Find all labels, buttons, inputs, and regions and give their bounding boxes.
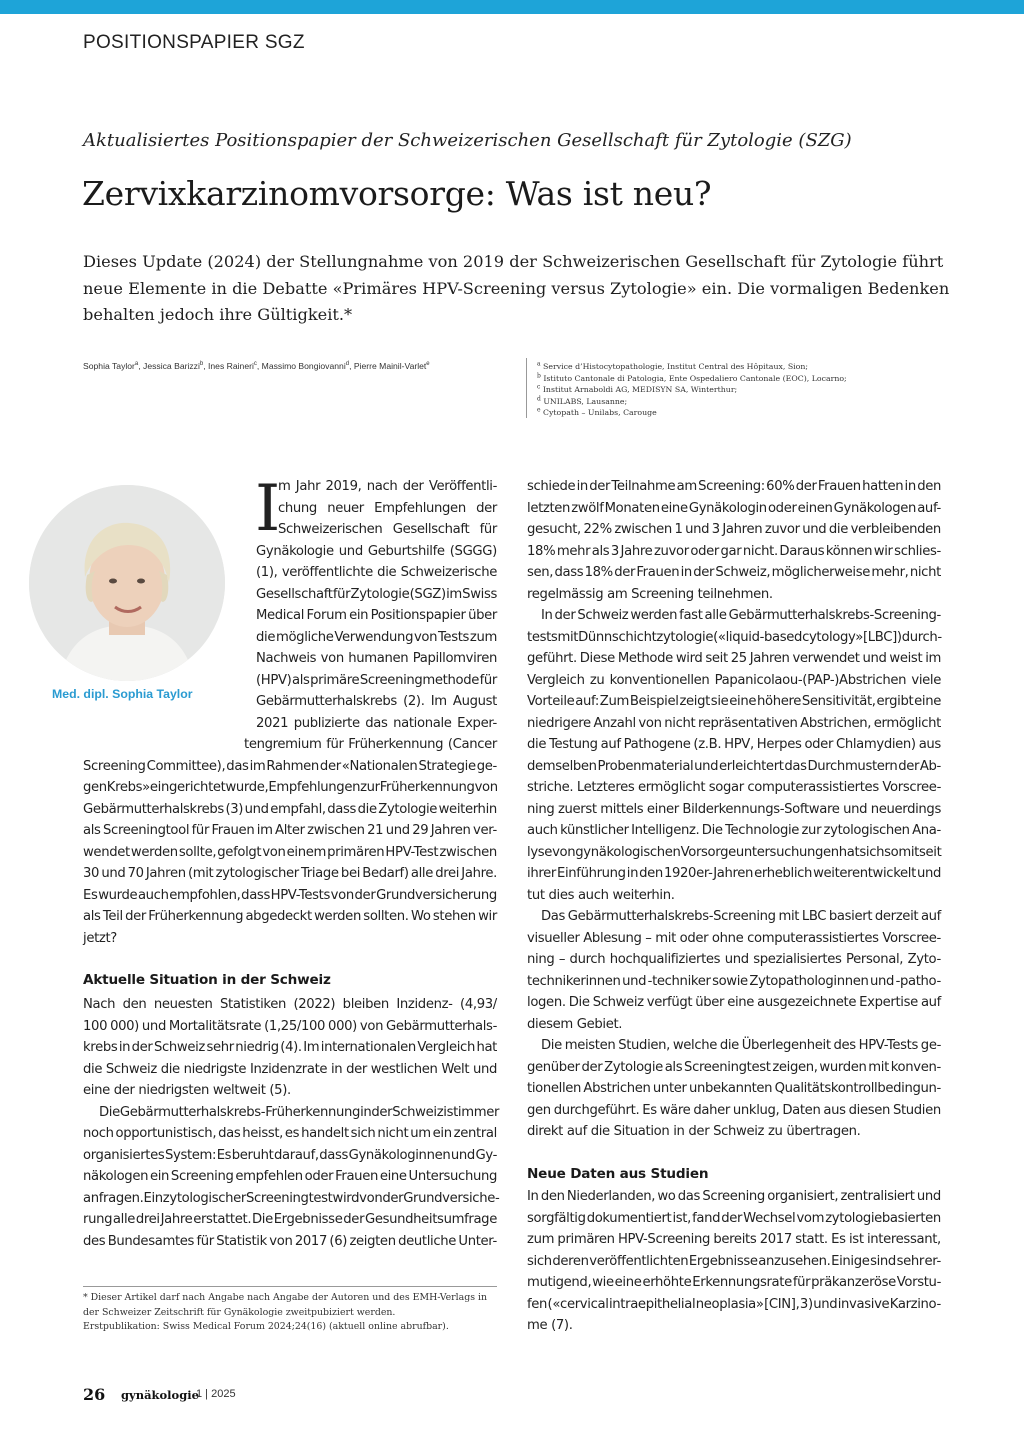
text-line: letzten zwölf Monaten eine Gynäkologin oder einen Gynäkologen auf-: [527, 500, 941, 516]
affiliation-mark: a: [537, 360, 541, 368]
affiliation-text: UNILABS, Lausanne;: [540, 396, 628, 406]
text-line: In der Schweiz werden fast alle Gebärmutterhalskrebs-Screening-: [541, 608, 941, 623]
text-line: demselben Probenmaterial und erleichtert das Durchmustern der Ab-: [527, 758, 941, 774]
text-line: 18% mehr als 3 Jahre zuvor oder gar nicht. Daraus können wir schlies-: [527, 543, 941, 559]
text-line: Das Gebärmutterhalskrebs-Screening mit LBC basiert derzeit auf: [541, 909, 941, 924]
affiliation-line: [537, 373, 847, 385]
text-line: Gebärmutterhalskrebs (3) und empfahl, dass die Zytologie weiterhin: [83, 801, 497, 817]
author-separator: ,: [138, 361, 144, 371]
affiliation-mark: e: [537, 406, 541, 414]
article-title: Zervixkarzinomvorsorge: Was ist neu?: [82, 174, 712, 213]
author-list: [83, 361, 430, 371]
text-line: fen («cervical intraepithelial neoplasia» [CIN], 3) und invasive Karzino-: [527, 1296, 941, 1312]
text-line: mutigend, wie eine erhöhte Erkennungsrate für präkanzeröse Vorstu-: [527, 1275, 941, 1290]
text-line: Screening Committee), das im Rahmen der «Nationalen Strategie ge-: [83, 758, 497, 774]
text-line: gesucht, 22% zwischen 1 und 3 Jahren zuvor und die verbleibenden: [527, 522, 941, 537]
author-separator: ,: [256, 361, 262, 371]
lead-line: Dieses Update (2024) der Stellungnahme von 2019 der Schweizerischen Gesellschaft für Zytologie führt: [83, 252, 944, 271]
author-affiliation-mark: d: [345, 361, 350, 368]
author-name: Massimo Bongiovanni: [261, 361, 346, 371]
text-line: (1), veröffentlichte die Schweizerische: [256, 565, 497, 580]
article-kicker: Aktualisiertes Positionspapier der Schweizerischen Gesellschaft für Zytologie (SZG): [83, 130, 852, 151]
text-line: 100 000) und Mortalitätsrate (1,25/100 000) von Gebärmutterhals-: [83, 1018, 497, 1034]
text-line: näkologen ein Screening empfehlen oder Frauen eine Untersuchung: [83, 1169, 497, 1184]
text-line: die Testung auf Pathogene (z.B. HPV, Herpes oder Chlamydien) aus: [527, 737, 941, 752]
text-line: die Schweiz die niedrigste Inzidenzrate in der westlichen Welt und: [83, 1061, 497, 1077]
text-line: Nachweis von humanen Papillomviren: [256, 651, 497, 666]
text-line: direkt auf die Situation in der Schweiz zu übertragen.: [527, 1124, 861, 1139]
top-accent-bar: [0, 0, 1024, 14]
text-line: zum primären HPV-Screening bereits 2017 statt. Es ist interessant,: [527, 1232, 941, 1247]
drop-cap: I: [255, 472, 281, 546]
footnote: [83, 1291, 487, 1335]
author-separator: ,: [203, 361, 209, 371]
author-affiliation-mark: a: [134, 361, 139, 368]
text-line: als Teil der Früherkennung abgedeckt werden sollten. Wo stehen wir: [83, 909, 497, 924]
affiliation-mark: d: [537, 395, 541, 403]
heading-current-situation: Aktuelle Situation in der Schweiz: [83, 972, 331, 988]
text-line: visueller Ablesung – mit oder ohne computerassistiertes Vorscree-: [527, 930, 941, 946]
text-line: tionellen Abstrichen unter unbekannten Qualitätskontrollbedingun-: [527, 1081, 941, 1096]
text-line: technikerinnen und -techniker sowie Zytopathologinnen und -patho-: [527, 973, 941, 989]
text-line: tengremium für Früherkennung (Cancer: [244, 737, 497, 752]
issue-number: 1 | 2025: [196, 1388, 236, 1400]
text-line: sen, dass 18% der Frauen in der Schweiz, möglicherweise mehr, nicht: [527, 565, 941, 580]
text-line: Gesellschaft für Zytologie (SGZ) im Swiss: [256, 586, 497, 602]
text-line: anfragen. Ein zytologischer Screeningtest wird von der Grundversiche-: [83, 1190, 500, 1206]
text-line: sich deren veröffentlichten Ergebnisse anzusehen. Einige sind sehr er-: [527, 1253, 941, 1269]
text-line: wendet werden sollte, gefolgt von einem primären HPV-Test zwischen: [83, 844, 497, 860]
text-line: tests mit Dünnschichtzytologie («liquid-based cytology» [LBC]) durch-: [527, 629, 942, 645]
text-line: striche. Letzteres ermöglicht sogar computerassistiertes Vorscree-: [527, 780, 941, 795]
text-line: rung alle drei Jahre erstattet. Die Ergebnisse der Gesundheitsumfrage: [83, 1212, 497, 1227]
text-line: niedrigere Anzahl von nicht repräsentativen Abstrichen, ermöglicht: [527, 715, 941, 731]
author-affiliation-mark: c: [253, 361, 257, 368]
affiliation-text: Cytopath – Unilabs, Carouge: [540, 408, 657, 418]
text-line: Gynäkologie und Geburtshilfe (SGGG): [256, 543, 497, 559]
affiliation-text: Service d’Histocytopathologie, Institut Central des Hôpitaux, Sion;: [540, 362, 808, 371]
author-name: Ines Raineri: [208, 361, 254, 371]
footnote-divider: [83, 1286, 497, 1287]
text-line: 30 und 70 Jahren (mit zytologischer Triage bei Bedarf) alle drei Jahre.: [83, 866, 497, 881]
text-line: me (7).: [527, 1318, 573, 1333]
lead-line: neue Elemente in die Debatte «Primäres HPV-Screening versus Zytologie» ein. Die vormaligen Bedenken: [83, 278, 950, 298]
text-line: eine der niedrigsten weltweit (5).: [83, 1083, 291, 1098]
affiliation-line: [537, 407, 847, 419]
affiliation-text: Istituto Cantonale di Patologia, Ente Ospedaliero Cantonale (EOC), Locarno;: [540, 373, 847, 383]
text-line: Gebärmutterhalskrebs (2). Im August: [256, 694, 497, 709]
text-line: regelmässig am Screening teilnehmen.: [527, 586, 773, 602]
text-line: logen. Die Schweiz verfügt über eine ausgezeichnete Expertise auf: [527, 995, 941, 1010]
text-line: Es wurde auch empfohlen, dass HPV-Tests von der Grundversicherung: [83, 887, 497, 903]
affiliation-line: [537, 396, 847, 408]
text-line: organisiertes System: Es beruht darauf, dass Gynäkologinnen und Gy-: [83, 1147, 497, 1163]
text-line: des Bundesamtes für Statistik von 2017 (6) zeigten deutliche Unter-: [83, 1233, 497, 1249]
text-line: als Screeningtool für Frauen im Alter zwischen 21 und 29 Jahren ver-: [83, 823, 497, 838]
text-line: ning – durch hochqualifiziertes und spezialisiertes Personal, Zyto-: [527, 952, 941, 967]
text-line: auch künstlicher Intelligenz. Die Technologie zur zytologischen Ana-: [527, 823, 941, 838]
text-line: (HPV) als primäre Screeningmethode für: [256, 672, 497, 688]
heading-new-data: Neue Daten aus Studien: [527, 1166, 709, 1182]
text-line: jetzt?: [83, 930, 117, 946]
affiliation-mark: b: [537, 372, 541, 379]
text-line: m Jahr 2019, nach der Veröffentli-: [278, 479, 497, 494]
affiliation-mark: c: [537, 383, 541, 391]
text-line: krebs in der Schweiz sehr niedrig (4). Im internationalen Vergleich hat: [83, 1040, 497, 1055]
text-line: Die meisten Studien, welche die Überlegenheit des HPV-Tests ge-: [541, 1038, 941, 1053]
author-affiliation-mark: b: [199, 361, 204, 368]
author-name: Jessica Barizzi: [143, 361, 200, 371]
journal-name: gynäkologie: [121, 1388, 199, 1402]
text-line: Schweizerischen Gesellschaft für: [278, 522, 497, 537]
text-line: Nach den neuesten Statistiken (2022) bleiben Inzidenz- (4,93/: [83, 997, 497, 1012]
author-affiliation-mark: e: [426, 361, 430, 368]
footnote-line: * Dieser Artikel darf nach Angabe nach Angabe der Autoren und des EMH-Verlags in: [83, 1292, 488, 1303]
text-line: ning zuerst mittels einer Bilderkennungs-Software und neuerdings: [527, 801, 941, 817]
text-line: geführt. Diese Methode wird seit 25 Jahren verwendet und weist im: [527, 651, 941, 666]
affiliation-line: [537, 384, 847, 396]
author-separator: ,: [349, 361, 354, 371]
author-name: Sophia Taylor: [83, 361, 135, 371]
footnote-line: Erstpublikation: Swiss Medical Forum 2024;24(16) (aktuell online abrufbar).: [83, 1321, 449, 1332]
article-lead: [83, 249, 950, 329]
affiliation-line: [537, 361, 847, 373]
text-line: tut dies auch weiterhin.: [527, 887, 675, 903]
text-line: ihrer Einführung in den 1920er-Jahren erheblich weiterentwickelt und: [527, 866, 941, 881]
affiliation-text: Institut Arnaboldi AG, MEDISYN SA, Winterthur;: [540, 385, 738, 395]
text-line: gen durchgeführt. Es wäre daher unklug, Daten aus diesen Studien: [527, 1102, 941, 1118]
footnote-line: der Schweizer Zeitschrift für Gynäkologie zweitpubiziert werden.: [83, 1306, 396, 1318]
section-label: POSITIONSPAPIER SGZ: [83, 32, 305, 53]
text-line: Vergleich zu konventionellen Papanicolaou-(PAP-)Abstrichen viele: [527, 672, 941, 688]
text-line: Medical Forum ein Positionspapier über: [256, 608, 497, 623]
author-name: Pierre Mainil-Varlet: [353, 361, 427, 371]
text-line: In den Niederlanden, wo das Screening organisiert, zentralisiert und: [527, 1189, 941, 1204]
text-line: gen Krebs» eingerichtet wurde, Empfehlungen zur Früherkennung von: [83, 780, 498, 795]
text-line: diesem Gebiet.: [527, 1016, 623, 1032]
author-photo: [29, 485, 225, 681]
text-line: genüber der Zytologie als Screeningtest zeigen, wurden mit konven-: [527, 1059, 941, 1075]
affiliation-divider: [526, 358, 527, 418]
text-line: die mögliche Verwendung von Tests zum: [256, 629, 497, 645]
text-line: noch opportunistisch, das heisst, es handelt sich nicht um ein zentral: [83, 1126, 497, 1141]
text-line: Vorteile auf: Zum Beispiel zeigt sie eine höhere Sensitivität, ergibt eine: [527, 694, 941, 709]
text-line: sorgfältig dokumentiert ist, fand der Wechsel vom zytologiebasierten: [527, 1210, 941, 1226]
text-line: Die Gebärmutterhalskrebs-Früherkennung in der Schweiz ist immer: [99, 1104, 500, 1120]
lead-line: behalten jedoch ihre Gültigkeit.*: [83, 305, 353, 324]
affiliation-list: [537, 361, 847, 419]
text-line: lyse von gynäkologischen Vorsorgeuntersuchungen hat sich somit seit: [527, 844, 942, 860]
text-line: chung neuer Empfehlungen der: [278, 500, 497, 516]
page-number: 26: [83, 1385, 106, 1404]
photo-caption: Med. dipl. Sophia Taylor: [52, 687, 193, 701]
text-line: 2021 publizierte das nationale Exper-: [256, 715, 497, 731]
text-line: schiede in der Teilnahme am Screening: 60% der Frauen hatten in den: [527, 479, 941, 494]
